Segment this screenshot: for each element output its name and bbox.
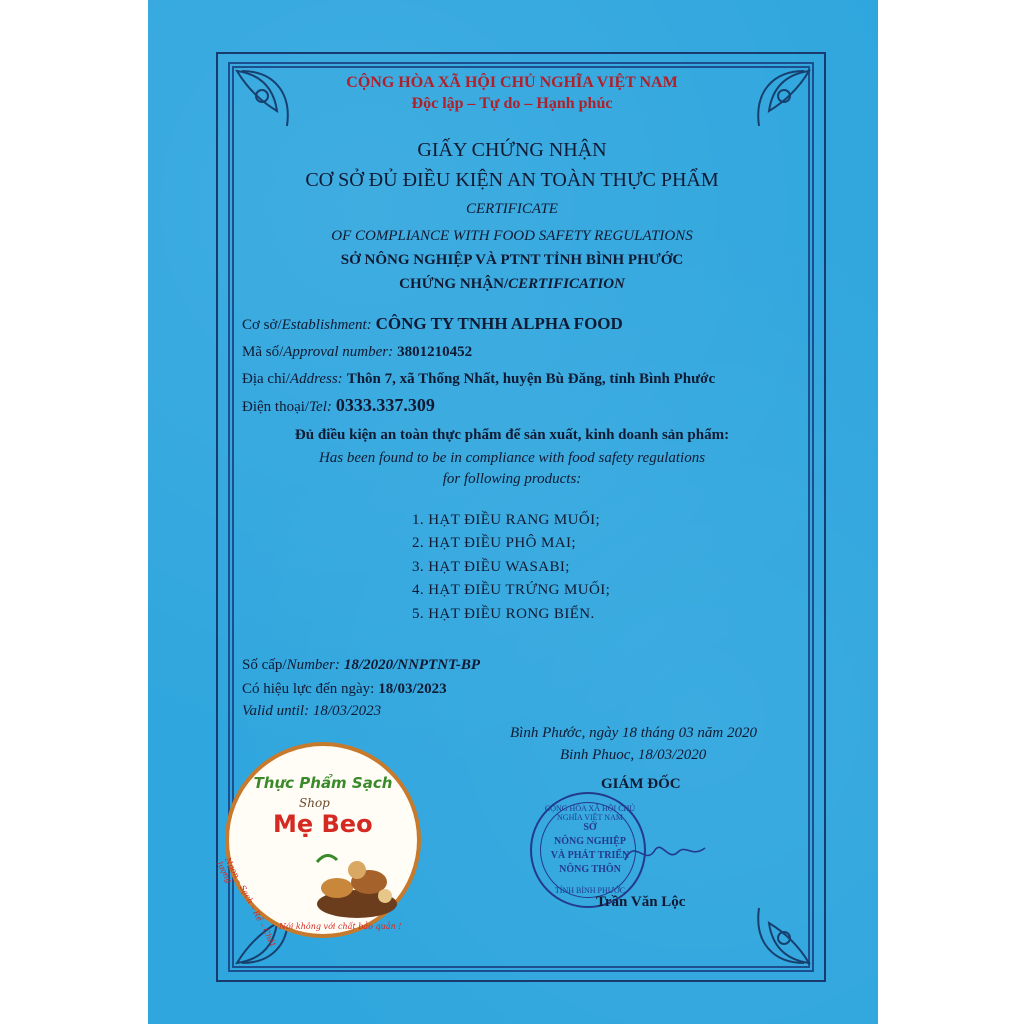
ornament-corner-bottom-right (724, 878, 814, 968)
valid-until-en: Valid until: 18/03/2023 (242, 703, 382, 719)
compliance-statement: Đủ điều kiện an toàn thực phẩm để sản xuất, kinh doanh sản phẩm: (294, 427, 730, 443)
valid-until-row: Có hiệu lực đến ngày: 18/03/2023 (242, 681, 447, 697)
certificate-title-en: CERTIFICATE (466, 201, 558, 217)
badge-top-text: Thực Phẩm Sạch (253, 774, 393, 792)
certification-heading: CHỨNG NHẬN/CERTIFICATION (399, 276, 625, 292)
badge-slogan-1: Ngon – Sạch – Rẻ – Chất lượng (215, 856, 278, 948)
approval-row: Mã số/Approval number: 3801210452 (242, 344, 473, 360)
establishment-value: CÔNG TY TNHH ALPHA FOOD (375, 314, 623, 333)
product-item: 4. HẠT ĐIỀU TRỨNG MUỐI; (412, 582, 611, 598)
product-item: 1. HẠT ĐIỀU RANG MUỐI; (412, 512, 601, 528)
compliance-statement-en: Has been found to be in compliance with food safety regulations (318, 450, 706, 466)
certificate-number-row: Số cấp/Number: 18/2020/NNPTNT-BP (242, 657, 481, 673)
badge-shop-text: Shop (299, 796, 330, 810)
product-item: 3. HẠT ĐIỀU WASABI; (412, 559, 570, 575)
republic-title: CỘNG HÒA XÃ HỘI CHỦ NGHĨA VIỆT NAM (346, 74, 678, 91)
nuts-basket-icon (307, 842, 407, 922)
signer-name: Trần Văn Lộc (596, 894, 686, 910)
handwritten-signature (620, 832, 710, 872)
issue-date-en: Binh Phuoc, 18/03/2020 (560, 747, 707, 763)
shop-logo-badge (215, 742, 421, 948)
product-item: 5. HẠT ĐIỀU RONG BIỂN. (412, 606, 595, 622)
certificate-subtitle: CƠ SỞ ĐỦ ĐIỀU KIỆN AN TOÀN THỰC PHẨM (305, 169, 719, 191)
address-row: Địa chỉ/Address: Thôn 7, xã Thống Nhất, huyện Bù Đăng, tỉnh Bình Phước (242, 371, 716, 387)
product-item: 2. HẠT ĐIỀU PHÔ MAI; (412, 535, 576, 551)
approval-value: 3801210452 (397, 344, 473, 360)
valid-until-value: 18/03/2023 (378, 681, 447, 697)
compliance-statement-en-2: for following products: (442, 471, 582, 487)
address-value: Thôn 7, xã Thống Nhất, huyện Bù Đăng, tỉnh Bình Phước (346, 371, 716, 387)
issue-date-vn: Bình Phước, ngày 18 tháng 03 năm 2020 (510, 725, 757, 741)
signer-role: GIÁM ĐỐC (601, 776, 681, 792)
establishment-row: Cơ sở/Establishment: CÔNG TY TNHH ALPHA FOOD (242, 314, 623, 333)
official-stamp: CỘNG HÒA XÃ HỘI CHỦ NGHĨA VIỆT NAM SỞ NÔNG NGHIỆP VÀ PHÁT TRIỂN NÔNG THÔN TỈNH BÌNH PHƯỚC (530, 792, 646, 908)
certificate-title: GIẤY CHỨNG NHẬN (417, 139, 607, 161)
national-motto: Độc lập – Tự do – Hạnh phúc (411, 95, 613, 112)
certificate-subtitle-en: OF COMPLIANCE WITH FOOD SAFETY REGULATIONS (331, 228, 693, 244)
badge-slogan-2: Nói không với chất bảo quản ! (279, 922, 402, 931)
issuing-authority: SỞ NÔNG NGHIỆP VÀ PTNT TỈNH BÌNH PHƯỚC (340, 252, 684, 268)
certificate-number-value: 18/2020/NNPTNT-BP (343, 657, 481, 673)
tel-row: Điện thoại/Tel: 0333.337.309 (242, 395, 435, 415)
tel-value: 0333.337.309 (335, 395, 435, 415)
badge-brand-text: Mẹ Beo (273, 810, 373, 838)
